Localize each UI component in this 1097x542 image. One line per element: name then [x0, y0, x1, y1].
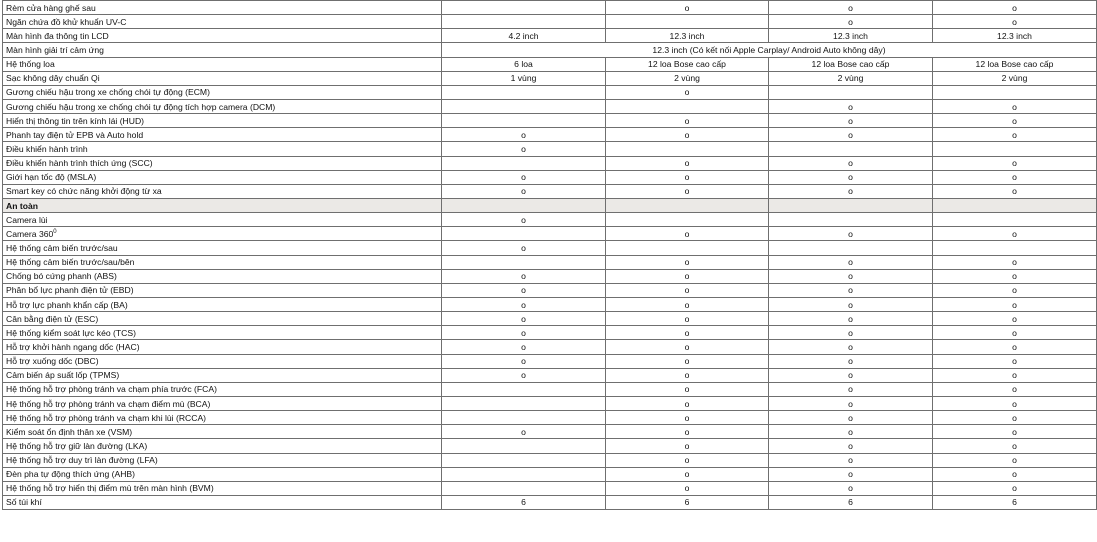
value-cell-trim-2: o [606, 411, 769, 425]
feature-label [3, 255, 442, 269]
feature-label-text: Gương chiếu hậu trong xe chống chói tự động (ECM) [6, 87, 210, 98]
value-cell-trim-2 [606, 15, 769, 29]
table-row [3, 170, 1097, 184]
value-cell-trim-1 [442, 439, 606, 453]
value-cell-trim-1 [442, 99, 606, 113]
table-row [3, 396, 1097, 410]
feature-label [3, 57, 442, 71]
value-cell-trim-1: o [442, 184, 606, 198]
feature-label [3, 425, 442, 439]
table-row [3, 1, 1097, 15]
table-row [3, 213, 1097, 227]
value-cell-trim-4: 12.3 inch [933, 29, 1097, 43]
value-cell-trim-4: o [933, 99, 1097, 113]
feature-label-text: Camera lùi [6, 214, 48, 225]
value-cell-trim-1: o [442, 340, 606, 354]
value-cell-trim-1 [442, 453, 606, 467]
table-row [3, 114, 1097, 128]
feature-label-text: Cảm biến áp suất lốp (TPMS) [6, 370, 120, 381]
value-cell-trim-3: o [769, 467, 933, 481]
value-cell-trim-4: o [933, 128, 1097, 142]
value-cell-trim-1: o [442, 368, 606, 382]
value-cell-trim-3: o [769, 283, 933, 297]
feature-label [3, 156, 442, 170]
value-cell-trim-2: o [606, 467, 769, 481]
table-row [3, 283, 1097, 297]
feature-label [3, 439, 442, 453]
feature-label [3, 114, 442, 128]
value-cell-trim-1 [442, 156, 606, 170]
value-cell-trim-4: 6 [933, 495, 1097, 509]
value-cell-trim-2: 12.3 inch [606, 29, 769, 43]
feature-label [3, 453, 442, 467]
feature-label [3, 326, 442, 340]
value-cell-trim-2: o [606, 283, 769, 297]
value-cell-trim-1 [442, 114, 606, 128]
feature-label [3, 495, 442, 509]
value-cell-trim-3: o [769, 340, 933, 354]
value-cell-trim-2: o [606, 1, 769, 15]
merged-value-cell: 12.3 inch (Có kết nối Apple Carplay/ Android Auto không dây) [442, 43, 1097, 57]
value-cell-trim-1: o [442, 269, 606, 283]
feature-label [3, 43, 442, 57]
table-row [3, 368, 1097, 382]
feature-label-text: Giới hạn tốc độ (MSLA) [6, 172, 97, 183]
table-row [3, 269, 1097, 283]
value-cell-trim-1 [442, 227, 606, 241]
table-row [3, 85, 1097, 99]
value-cell-trim-3: 2 vùng [769, 71, 933, 85]
value-cell-trim-1: o [442, 354, 606, 368]
value-cell-trim-2: o [606, 354, 769, 368]
value-cell-trim-4: o [933, 15, 1097, 29]
value-cell-trim-3: o [769, 184, 933, 198]
feature-label-text: Màn hình giải trí cảm ứng [6, 44, 104, 55]
feature-label-text: Hệ thống loa [6, 59, 55, 70]
value-cell-trim-3: 6 [769, 495, 933, 509]
feature-label [3, 170, 442, 184]
value-cell-trim-3: o [769, 368, 933, 382]
value-cell-trim-1 [442, 396, 606, 410]
value-cell-trim-3: o [769, 354, 933, 368]
feature-label [3, 297, 442, 311]
value-cell-trim-3: o [769, 481, 933, 495]
value-cell-trim-4: o [933, 481, 1097, 495]
value-cell-trim-4: o [933, 269, 1097, 283]
section-empty-cell [769, 198, 933, 212]
table-row [3, 57, 1097, 71]
feature-label-text: Rèm cửa hàng ghế sau [6, 2, 96, 13]
value-cell-trim-1 [442, 1, 606, 15]
value-cell-trim-1 [442, 255, 606, 269]
table-row [3, 439, 1097, 453]
feature-label [3, 411, 442, 425]
feature-label-text: Hệ thống kiểm soát lực kéo (TCS) [6, 327, 136, 338]
value-cell-trim-2: o [606, 425, 769, 439]
feature-label-text: Kiểm soát ổn định thân xe (VSM) [6, 426, 133, 437]
value-cell-trim-3: 12.3 inch [769, 29, 933, 43]
feature-label [3, 368, 442, 382]
feature-label [3, 467, 442, 481]
section-header-row [3, 198, 1097, 212]
value-cell-trim-3: o [769, 297, 933, 311]
table-row [3, 354, 1097, 368]
feature-label-text: Camera 360 [6, 228, 54, 239]
feature-label-text: Hệ thống cảm biến trước/sau/bên [6, 257, 135, 268]
feature-label-text: Hệ thống hỗ trợ phòng tránh va chạm khi lùi (RCCA) [6, 412, 207, 423]
table-row [3, 128, 1097, 142]
value-cell-trim-2: o [606, 312, 769, 326]
value-cell-trim-3: o [769, 1, 933, 15]
table-row [3, 467, 1097, 481]
value-cell-trim-3 [769, 241, 933, 255]
value-cell-trim-1: o [442, 326, 606, 340]
feature-label [3, 29, 442, 43]
value-cell-trim-2: o [606, 114, 769, 128]
value-cell-trim-2 [606, 213, 769, 227]
feature-label-text: Hỗ trợ xuống dốc (DBC) [6, 356, 99, 367]
feature-label [3, 15, 442, 29]
feature-label-text: Hiển thị thông tin trên kính lái (HUD) [6, 115, 145, 126]
value-cell-trim-4: o [933, 368, 1097, 382]
value-cell-trim-2: o [606, 184, 769, 198]
feature-label [3, 1, 442, 15]
value-cell-trim-1 [442, 411, 606, 425]
value-cell-trim-1: o [442, 241, 606, 255]
value-cell-trim-1 [442, 382, 606, 396]
value-cell-trim-4 [933, 213, 1097, 227]
value-cell-trim-1: o [442, 142, 606, 156]
feature-label [3, 312, 442, 326]
table-row [3, 241, 1097, 255]
value-cell-trim-3: o [769, 453, 933, 467]
feature-label-text: Hệ thống hỗ trợ giữ làn đường (LKA) [6, 440, 148, 451]
table-row [3, 481, 1097, 495]
value-cell-trim-3: o [769, 128, 933, 142]
feature-label [3, 99, 442, 113]
value-cell-trim-3: o [769, 99, 933, 113]
feature-label [3, 269, 442, 283]
value-cell-trim-4: o [933, 425, 1097, 439]
value-cell-trim-2: o [606, 156, 769, 170]
value-cell-trim-3: o [769, 156, 933, 170]
value-cell-trim-4: o [933, 453, 1097, 467]
value-cell-trim-2: o [606, 297, 769, 311]
value-cell-trim-3: o [769, 425, 933, 439]
table-row [3, 495, 1097, 509]
value-cell-trim-2: o [606, 269, 769, 283]
value-cell-trim-2: 6 [606, 495, 769, 509]
value-cell-trim-2: o [606, 128, 769, 142]
feature-label-text: Hệ thống hỗ trợ duy trì làn đường (LFA) [6, 455, 158, 466]
table-row [3, 99, 1097, 113]
feature-label [3, 71, 442, 85]
feature-label [3, 184, 442, 198]
table-row [3, 453, 1097, 467]
value-cell-trim-4: o [933, 340, 1097, 354]
feature-label-text: Hỗ trợ lực phanh khẩn cấp (BA) [6, 299, 128, 310]
feature-label [3, 396, 442, 410]
section-empty-cell [933, 198, 1097, 212]
feature-label-text: Hệ thống hỗ trợ phòng tránh va chạm phía trước (FCA) [6, 384, 217, 395]
table-row [3, 340, 1097, 354]
feature-label-text: Gương chiếu hậu trong xe chống chói tự động tích hợp camera (DCM) [6, 101, 276, 112]
feature-label-text: Hỗ trợ khởi hành ngang dốc (HAC) [6, 341, 140, 352]
table-row [3, 29, 1097, 43]
feature-label-text: Smart key có chức năng khởi động từ xa [6, 186, 162, 197]
table-row [3, 184, 1097, 198]
value-cell-trim-1 [442, 15, 606, 29]
section-empty-cell [606, 198, 769, 212]
value-cell-trim-4: o [933, 354, 1097, 368]
feature-label [3, 213, 442, 227]
value-cell-trim-1: 6 loa [442, 57, 606, 71]
spec-table [2, 0, 1097, 510]
value-cell-trim-3: o [769, 255, 933, 269]
table-row [3, 411, 1097, 425]
value-cell-trim-4: o [933, 312, 1097, 326]
value-cell-trim-1 [442, 85, 606, 99]
value-cell-trim-4: o [933, 114, 1097, 128]
value-cell-trim-2 [606, 241, 769, 255]
feature-label [3, 283, 442, 297]
value-cell-trim-1: 6 [442, 495, 606, 509]
table-row [3, 382, 1097, 396]
feature-label [3, 227, 442, 241]
value-cell-trim-2: o [606, 481, 769, 495]
value-cell-trim-3: o [769, 312, 933, 326]
value-cell-trim-4 [933, 85, 1097, 99]
spec-table-body [3, 1, 1097, 510]
value-cell-trim-2: o [606, 326, 769, 340]
value-cell-trim-2: o [606, 396, 769, 410]
value-cell-trim-1: 1 vùng [442, 71, 606, 85]
feature-label-superscript: 0 [53, 228, 57, 235]
value-cell-trim-4: o [933, 156, 1097, 170]
feature-label [3, 241, 442, 255]
feature-label [3, 142, 442, 156]
value-cell-trim-4: o [933, 297, 1097, 311]
value-cell-trim-3 [769, 85, 933, 99]
value-cell-trim-1: o [442, 425, 606, 439]
feature-label-text: Hệ thống hỗ trợ hiển thị điểm mù trên màn hình (BVM) [6, 483, 214, 494]
value-cell-trim-2: o [606, 227, 769, 241]
value-cell-trim-4 [933, 241, 1097, 255]
table-row [3, 297, 1097, 311]
value-cell-trim-4: o [933, 283, 1097, 297]
value-cell-trim-3: o [769, 269, 933, 283]
section-empty-cell [442, 198, 606, 212]
feature-label-text: Số túi khí [6, 497, 42, 508]
feature-label-text: Hệ thống cảm biến trước/sau [6, 242, 118, 253]
value-cell-trim-1: o [442, 213, 606, 227]
table-row [3, 156, 1097, 170]
value-cell-trim-4: o [933, 184, 1097, 198]
table-row [3, 71, 1097, 85]
value-cell-trim-1: o [442, 312, 606, 326]
value-cell-trim-3: o [769, 439, 933, 453]
feature-label-text: Phân bổ lực phanh điện tử (EBD) [6, 285, 134, 296]
value-cell-trim-4: 12 loa Bose cao cấp [933, 57, 1097, 71]
value-cell-trim-2: o [606, 368, 769, 382]
value-cell-trim-4: o [933, 326, 1097, 340]
value-cell-trim-3: o [769, 227, 933, 241]
table-row [3, 15, 1097, 29]
value-cell-trim-4: o [933, 170, 1097, 184]
value-cell-trim-1 [442, 467, 606, 481]
value-cell-trim-4: 2 vùng [933, 71, 1097, 85]
value-cell-trim-3: o [769, 114, 933, 128]
value-cell-trim-4: o [933, 1, 1097, 15]
value-cell-trim-1: o [442, 283, 606, 297]
value-cell-trim-4 [933, 142, 1097, 156]
value-cell-trim-2: o [606, 170, 769, 184]
value-cell-trim-3 [769, 213, 933, 227]
value-cell-trim-1: o [442, 297, 606, 311]
value-cell-trim-3: o [769, 382, 933, 396]
feature-label-text: Điều khiển hành trình thích ứng (SCC) [6, 158, 153, 169]
value-cell-trim-2: o [606, 382, 769, 396]
value-cell-trim-4: o [933, 467, 1097, 481]
value-cell-trim-2 [606, 142, 769, 156]
value-cell-trim-1: o [442, 128, 606, 142]
value-cell-trim-2: o [606, 453, 769, 467]
value-cell-trim-1 [442, 481, 606, 495]
feature-label-text: Sạc không dây chuẩn Qi [6, 73, 100, 84]
table-row [3, 326, 1097, 340]
value-cell-trim-4: o [933, 227, 1097, 241]
feature-label-text: Chống bó cứng phanh (ABS) [6, 271, 117, 282]
value-cell-trim-3: o [769, 326, 933, 340]
value-cell-trim-4: o [933, 382, 1097, 396]
value-cell-trim-2: o [606, 340, 769, 354]
feature-label-text: Hệ thống hỗ trợ phòng tránh va chạm điểm mù (BCA) [6, 398, 211, 409]
feature-label [3, 481, 442, 495]
value-cell-trim-4: o [933, 255, 1097, 269]
value-cell-trim-3 [769, 142, 933, 156]
value-cell-trim-3: o [769, 411, 933, 425]
value-cell-trim-3: o [769, 170, 933, 184]
value-cell-trim-2: o [606, 85, 769, 99]
feature-label [3, 382, 442, 396]
value-cell-trim-3: 12 loa Bose cao cấp [769, 57, 933, 71]
table-row [3, 312, 1097, 326]
value-cell-trim-3: o [769, 396, 933, 410]
feature-label [3, 85, 442, 99]
feature-label [3, 128, 442, 142]
value-cell-trim-4: o [933, 396, 1097, 410]
value-cell-trim-2: 12 loa Bose cao cấp [606, 57, 769, 71]
table-row [3, 227, 1097, 241]
feature-label-text: Màn hình đa thông tin LCD [6, 30, 109, 41]
value-cell-trim-1: o [442, 170, 606, 184]
value-cell-trim-4: o [933, 439, 1097, 453]
value-cell-trim-2: o [606, 439, 769, 453]
table-row [3, 43, 1097, 57]
table-row [3, 425, 1097, 439]
feature-label-text: Phanh tay điện tử EPB và Auto hold [6, 129, 144, 140]
value-cell-trim-4: o [933, 411, 1097, 425]
feature-label-text: Điều khiển hành trình [6, 143, 88, 154]
feature-label-text: Cân bằng điện tử (ESC) [6, 313, 99, 324]
value-cell-trim-1: 4.2 inch [442, 29, 606, 43]
value-cell-trim-2 [606, 99, 769, 113]
feature-label-text: Đèn pha tự động thích ứng (AHB) [6, 469, 136, 480]
value-cell-trim-2: 2 vùng [606, 71, 769, 85]
value-cell-trim-2: o [606, 255, 769, 269]
table-row [3, 255, 1097, 269]
table-row [3, 142, 1097, 156]
feature-label-text: Ngăn chứa đồ khử khuẩn UV-C [6, 16, 127, 27]
feature-label [3, 340, 442, 354]
section-title: An toàn [3, 198, 442, 212]
value-cell-trim-3: o [769, 15, 933, 29]
feature-label [3, 354, 442, 368]
